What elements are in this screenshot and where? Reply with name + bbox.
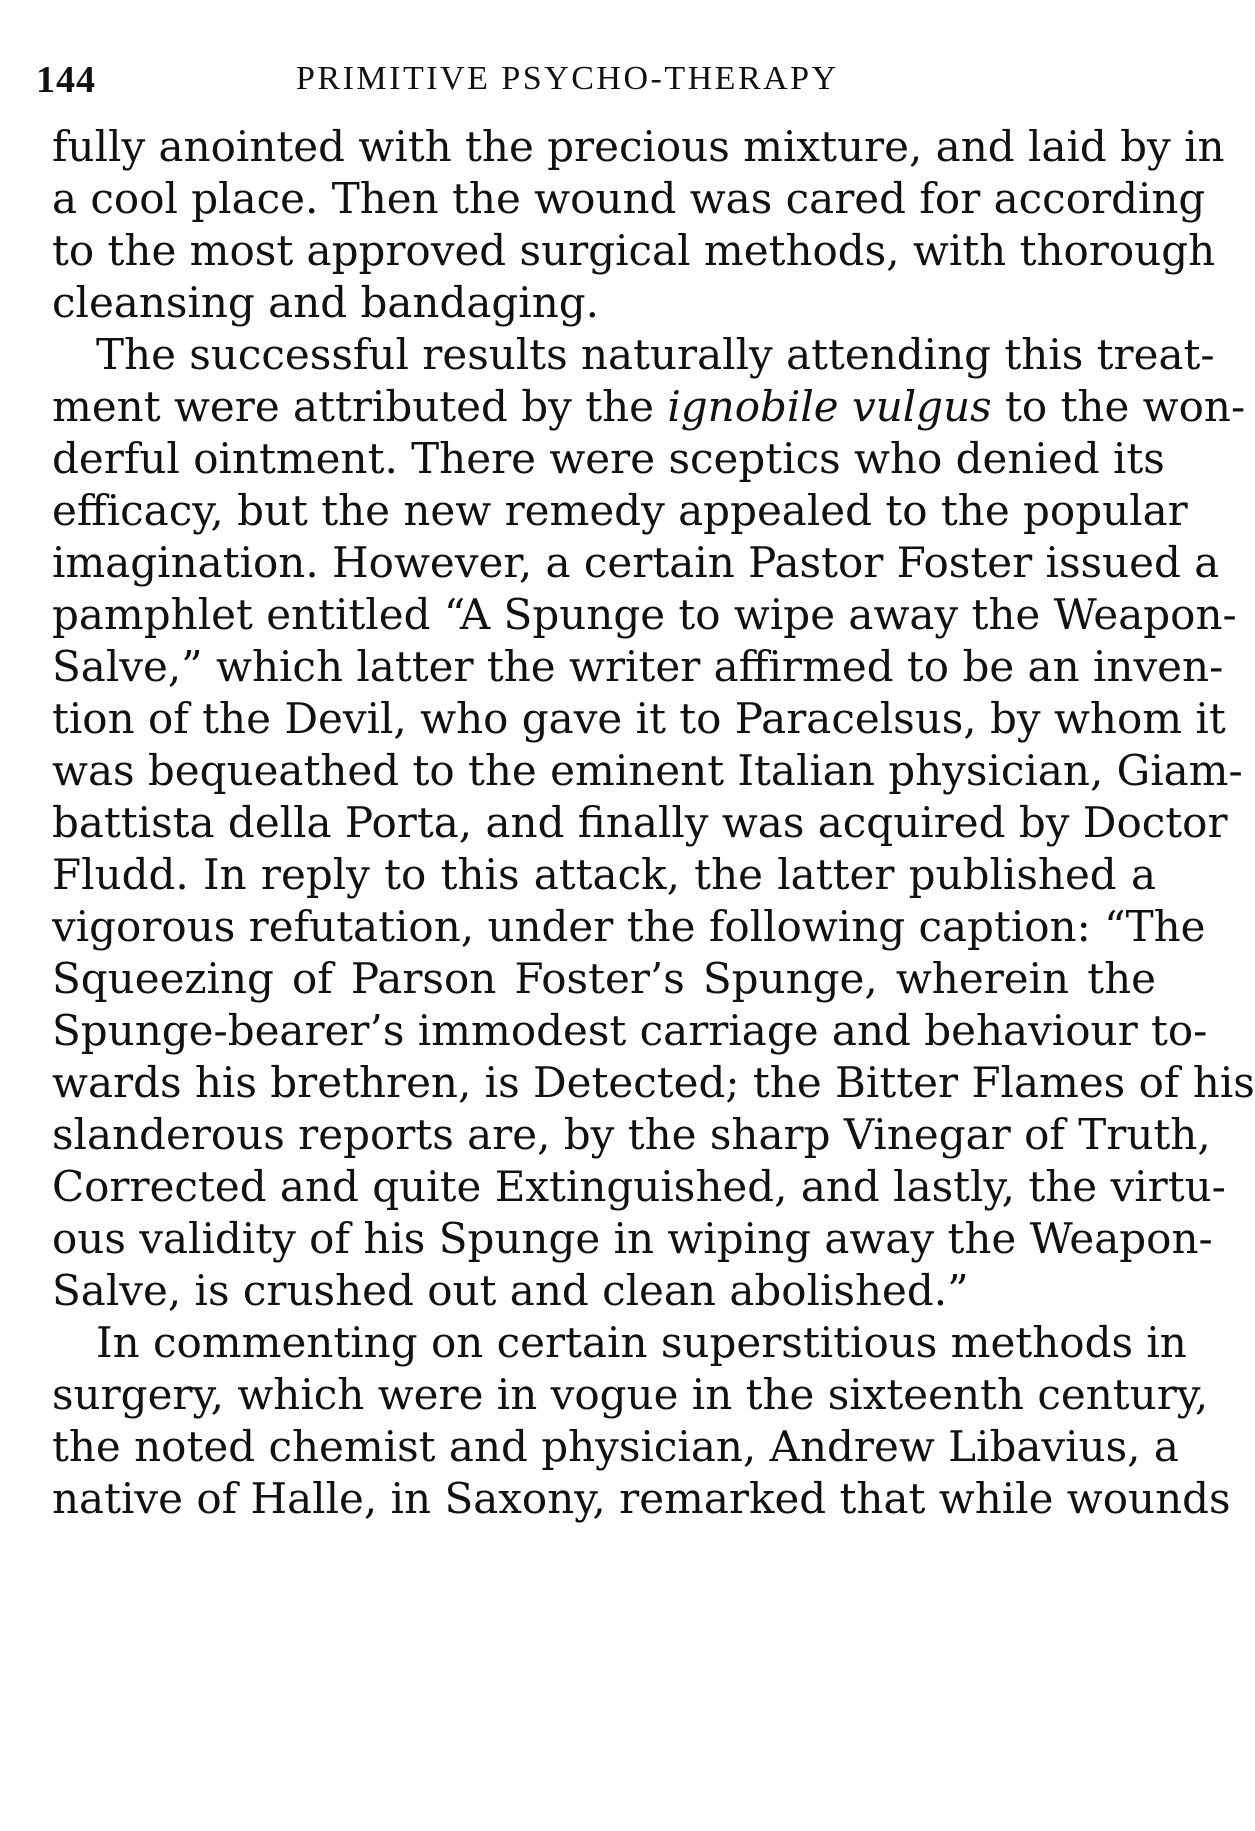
text-line: native of Halle, in Saxony, remarked that while wounds xyxy=(52,1474,1231,1523)
text-line: a cool place. Then the wound was cared for according xyxy=(52,174,1206,223)
italic-phrase: ignobile vulgus xyxy=(667,382,992,431)
text-line: the noted chemist and physician, Andrew Libavius, a xyxy=(52,1422,1179,1471)
page-header xyxy=(36,58,1156,102)
text-line: Fludd. In reply to this attack, the latter published a xyxy=(52,850,1156,899)
text-line: pamphlet entitled “A Spunge to wipe away the Weapon- xyxy=(52,590,1237,639)
text-line: to the most approved surgical methods, with thorough xyxy=(52,226,1216,275)
text-line: fully anointed with the precious mixture, and laid by in xyxy=(52,122,1225,171)
text-line: Squeezing of Parson Foster’s Spunge, wherein the xyxy=(52,954,1156,1003)
text-line xyxy=(52,378,1246,436)
text-line: efficacy, but the new remedy appealed to the popular xyxy=(52,486,1188,535)
text-line: Spunge-bearer’s immodest carriage and behaviour to- xyxy=(52,1006,1208,1055)
text-line: surgery, which were in vogue in the sixteenth century, xyxy=(52,1370,1209,1419)
text-line: Salve, is crushed out and clean abolished.” xyxy=(52,1266,969,1315)
page-number: 144 xyxy=(36,59,96,101)
text-line: battista della Porta, and finally was acquired by Doctor xyxy=(52,798,1228,847)
text-line: derful ointment. There were sceptics who denied its xyxy=(52,434,1165,483)
text-line: imagination. However, a certain Pastor Foster issued a xyxy=(52,538,1220,587)
text-line: Salve,” which latter the writer affirmed to be an inven- xyxy=(52,642,1224,691)
text-line: In commenting on certain superstitious methods in xyxy=(96,1318,1187,1367)
text-line: tion of the Devil, who gave it to Paracelsus, by whom it xyxy=(52,694,1226,743)
text-line: The successful results naturally attending this treat- xyxy=(96,330,1215,379)
text-line: ous validity of his Spunge in wiping away the Weapon- xyxy=(52,1214,1213,1263)
running-title: PRIMITIVE PSYCHO-THERAPY xyxy=(296,60,839,97)
text-line: Corrected and quite Extinguished, and lastly, the virtu- xyxy=(52,1162,1226,1211)
text-line: wards his brethren, is Detected; the Bitter Flames of his xyxy=(52,1058,1255,1107)
text-line: vigorous refutation, under the following caption: “The xyxy=(52,902,1206,951)
text-segment: ment were attributed by the xyxy=(52,382,668,431)
text-line: cleansing and bandaging. xyxy=(52,278,600,327)
text-line: was bequeathed to the eminent Italian physician, Giam- xyxy=(52,746,1243,795)
text-segment: to the won- xyxy=(991,382,1246,431)
text-line: slanderous reports are, by the sharp Vinegar of Truth, xyxy=(52,1110,1211,1159)
